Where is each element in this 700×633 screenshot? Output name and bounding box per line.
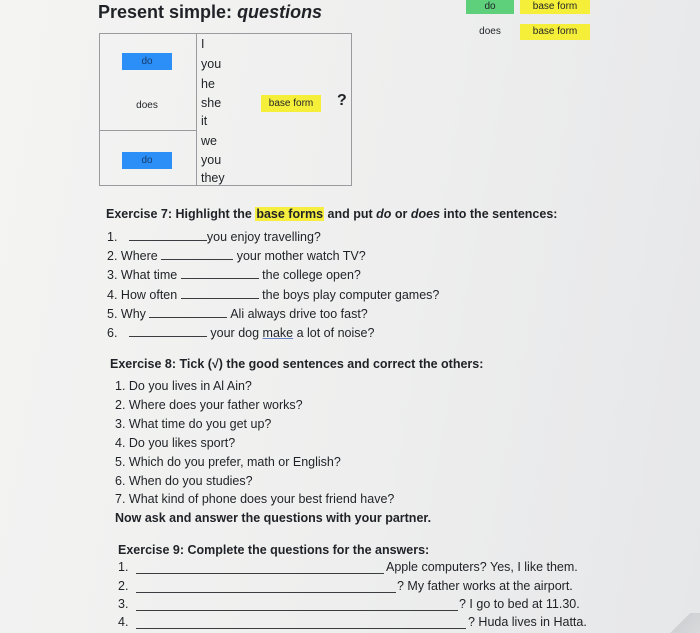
- ex9-blank-3[interactable]: [136, 610, 458, 611]
- ex7-blank-3[interactable]: [181, 278, 259, 279]
- ex9-blank-4[interactable]: [136, 628, 466, 629]
- ex7-num: 3.: [107, 268, 118, 282]
- legend-base-form-1: base form: [520, 0, 590, 14]
- ex8-item-1: 1. Do you lives in Al Ain?: [115, 379, 252, 393]
- ex8-item-4: 4. Do you likes sport?: [115, 436, 236, 450]
- ex9-answer: Apple computers? Yes, I like them.: [386, 560, 578, 574]
- ex7-blank-2[interactable]: [161, 259, 233, 260]
- ex7-tail-post: a lot of noise?: [293, 326, 375, 340]
- ex7-title-pre: Exercise 7: Highlight the: [106, 207, 256, 221]
- ex7-tail-underlined: make: [262, 326, 294, 340]
- ex9-num: 2.: [118, 579, 129, 593]
- verb-base-form: base form: [261, 95, 321, 112]
- ex7-item-4: [107, 288, 439, 302]
- ex7-tail: Ali always drive too fast?: [230, 307, 368, 321]
- ex7-lead: Where: [120, 249, 158, 263]
- ex7-title-highlight: base forms: [256, 207, 324, 221]
- ex9-blank-1[interactable]: [136, 573, 384, 574]
- legend-base-form-2: base form: [520, 24, 590, 40]
- aux-do-top: do: [122, 53, 172, 70]
- legend-does: does: [479, 26, 501, 37]
- ex9-item-1: [118, 560, 588, 574]
- page-corner: [670, 613, 700, 633]
- ex7-num: 6.: [107, 326, 118, 340]
- ex7-tail: the boys play computer games?: [262, 288, 440, 302]
- grammar-table: [99, 33, 352, 186]
- legend-do: do: [466, 0, 514, 14]
- page-title: [98, 2, 322, 23]
- pronoun-they: they: [201, 171, 225, 185]
- ex8-item-6: 6. When do you studies?: [115, 474, 253, 488]
- ex7-lead: Why: [120, 307, 146, 321]
- ex7-lead: How often: [120, 288, 178, 302]
- ex9-answer: ? My father works at the airport.: [397, 579, 573, 593]
- exercise9-title: Exercise 9: Complete the questions for the answers:: [118, 543, 430, 557]
- ex7-lead: What time: [120, 268, 178, 282]
- ex9-answer: ? I go to bed at 11.30.: [459, 597, 580, 611]
- ex9-item-4: [118, 615, 598, 629]
- exercise7-title: [106, 207, 557, 221]
- pronoun-we: we: [201, 134, 217, 148]
- pronoun-you: you: [201, 57, 222, 71]
- ex7-blank-1[interactable]: [129, 240, 207, 241]
- ex7-title-post: into the sentences:: [440, 207, 558, 221]
- question-mark: ?: [337, 92, 347, 109]
- ex7-blank-6[interactable]: [129, 336, 207, 337]
- ex7-blank-4[interactable]: [181, 298, 259, 299]
- ex7-num: 5.: [107, 307, 118, 321]
- ex7-blank-5[interactable]: [149, 317, 227, 318]
- ex8-item-7: 7. What kind of phone does your best friend have?: [115, 492, 395, 506]
- pronoun-you-plural: you: [201, 153, 222, 167]
- ex9-answer: ? Huda lives in Hatta.: [468, 615, 587, 629]
- ex9-num: 3.: [118, 597, 129, 611]
- ex7-title-do: do: [376, 207, 392, 221]
- title-main: Present simple:: [98, 2, 238, 22]
- ex7-tail: your mother watch TV?: [236, 249, 366, 263]
- ex7-title-or: or: [391, 207, 411, 221]
- ex8-footer: Now ask and answer the questions with your partner.: [115, 511, 432, 525]
- ex7-tail-pre: your dog: [210, 326, 263, 340]
- ex7-title-mid: and put: [324, 207, 377, 221]
- ex7-tail: the college open?: [262, 268, 361, 282]
- ex7-num: 4.: [107, 288, 118, 302]
- ex7-title-does: does: [410, 207, 441, 221]
- ex9-item-2: [118, 579, 588, 593]
- ex7-item-5: [107, 307, 368, 321]
- aux-do-bottom: do: [122, 152, 172, 169]
- ex7-item-3: [107, 268, 361, 282]
- ex7-num: 1.: [107, 230, 118, 244]
- aux-does: does: [136, 100, 158, 111]
- ex8-item-3: 3. What time do you get up?: [115, 417, 272, 431]
- ex8-item-2: 2. Where does your father works?: [115, 398, 303, 412]
- ex9-item-3: [118, 597, 588, 611]
- pronoun-i: I: [201, 37, 205, 51]
- pronoun-it: it: [201, 114, 208, 128]
- pronoun-she: she: [201, 96, 222, 110]
- ex8-item-5: 5. Which do you prefer, math or English?: [115, 455, 341, 469]
- ex7-tail: you enjoy travelling?: [206, 230, 321, 244]
- ex9-num: 1.: [118, 560, 129, 574]
- ex7-item-6: [107, 326, 374, 340]
- ex7-item-1: [107, 230, 321, 244]
- ex7-num: 2.: [107, 249, 118, 263]
- exercise8-title: Exercise 8: Tick (√) the good sentences and correct the others:: [110, 357, 484, 371]
- legend: [462, 0, 602, 42]
- ex9-blank-2[interactable]: [136, 592, 396, 593]
- ex9-num: 4.: [118, 615, 129, 629]
- title-italic: questions: [237, 2, 323, 22]
- ex7-item-2: [107, 249, 366, 263]
- pronoun-he: he: [201, 77, 215, 91]
